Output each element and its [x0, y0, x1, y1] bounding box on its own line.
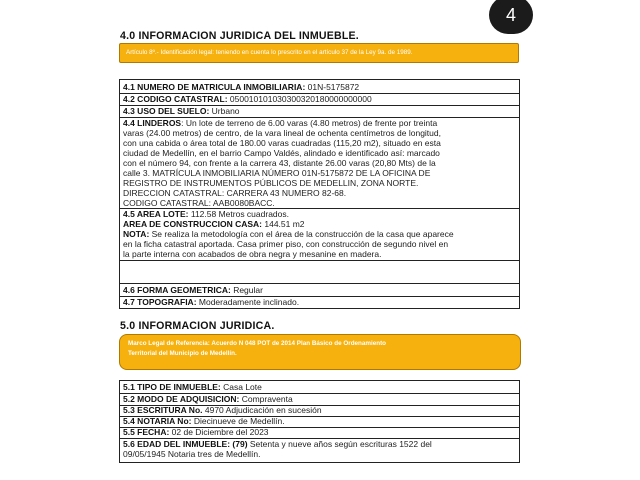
tipo-inmueble-label: 5.1 TIPO DE INMUEBLE:	[123, 382, 221, 392]
codigo-catastral-value: 050010101030300320180000000000	[227, 94, 372, 104]
section-5-title: 5.0 INFORMACION JURIDICA.	[120, 320, 275, 332]
row-divider	[120, 283, 519, 284]
nota-line: NOTA: Se realiza la metodología con el área de la construcción de la casa que aparece	[123, 229, 454, 239]
edad-line: 5.6 EDAD DEL INMUEBLE: (79) Setenta y nueve años según escrituras 1522 del	[123, 439, 432, 449]
nota-label: NOTA:	[123, 229, 150, 239]
escritura-label: 5.3 ESCRITURA No.	[123, 405, 203, 415]
fecha-value: 02 de Diciembre del 2023	[169, 427, 269, 437]
linderos-label: 4.4 LINDEROS	[123, 118, 182, 128]
legal-details-table	[119, 380, 520, 463]
forma-geometrica-value: Regular	[230, 285, 263, 295]
uso-suelo-row	[123, 106, 240, 116]
section-4-title: 4.0 INFORMACION JURIDICA DEL INMUEBLE.	[120, 30, 359, 42]
modo-adquisicion-value: Compraventa	[239, 394, 293, 404]
modo-adquisicion-row	[123, 394, 293, 404]
notaria-row	[123, 416, 285, 426]
legal-info-table	[119, 79, 520, 309]
row-divider	[120, 260, 519, 261]
tipo-inmueble-row	[123, 382, 262, 392]
fecha-row	[123, 427, 269, 437]
linderos-line: 4.4 LINDEROS: Un lote de terreno de 6.00 varas (4.80 metros) de frente por treinta	[123, 118, 438, 128]
uso-suelo-value: Urbano	[209, 106, 240, 116]
notaria-label: 5.4 NOTARIA No:	[123, 416, 192, 426]
escritura-row	[123, 405, 322, 415]
codigo-catastral-row	[123, 94, 372, 104]
escritura-value: 4970 Adjudicación en sucesión	[202, 405, 322, 415]
page-number-badge: 4	[489, 0, 533, 34]
matricula-label: 4.1 NUMERO DE MATRICULA INMOBILIARIA:	[123, 82, 306, 92]
area-lote-label: 4.5 AREA LOTE:	[123, 209, 189, 219]
area-lote-value: 112.58 Metros cuadrados.	[188, 209, 289, 219]
linderos-line: ciudad de Medellín, en el barrio Campo Valdés, alindado e identificado así: marcado	[123, 148, 440, 158]
forma-geometrica-row	[123, 285, 263, 295]
linderos-line: varas (24.00 metros) de centro, de la vara lineal de ochenta centímetros de longitud,	[123, 128, 441, 138]
edad-label: 5.6 EDAD DEL INMUEBLE: (79)	[123, 439, 248, 449]
topografia-label: 4.7 TOPOGRAFIA:	[123, 297, 197, 307]
callout-line: Marco Legal de Referencia: Acuerdo N 048 POT de 2014 Plan Básico de Ordenamiento	[128, 340, 387, 347]
linderos-line: DIRECCION CATASTRAL: CARRERA 43 NUMERO 82-68.	[123, 188, 347, 198]
nota-line: en la ficha catastral aportada. Casa primer piso, con construcción de segundo nivel en	[123, 239, 449, 249]
callout-line: Territorial del Municipio de Medellín.	[128, 350, 237, 357]
legal-reference-callout: Artículo 8º.- Identificación legal: teniendo en cuenta lo prescrito en el artículo 37 de la Ley 9a. de 1989.	[119, 43, 519, 63]
tipo-inmueble-value: Casa Lote	[220, 382, 262, 392]
linderos-line: REGISTRO DE INSTRUMENTOS PÚBLICOS DE MEDELLIN, ZONA NORTE.	[123, 178, 419, 188]
area-lote-row	[123, 209, 289, 219]
codigo-catastral-label: 4.2 CODIGO CATASTRAL:	[123, 94, 228, 104]
topografia-row	[123, 297, 299, 307]
topografia-value: Moderadamente inclinado.	[196, 297, 300, 307]
linderos-line: con una cabida o área total de 180.00 varas cuadradas (115,20 m2), situado en esta	[123, 138, 441, 148]
linderos-line: CODIGO CATASTRAL: AAB0080BACC.	[123, 198, 275, 208]
modo-adquisicion-label: 5.2 MODO DE ADQUISICION:	[123, 394, 240, 404]
area-construccion-value: 144.51 m2	[262, 219, 305, 229]
legal-framework-callout	[119, 334, 521, 370]
matricula-value: 01N-5175872	[305, 82, 360, 92]
notaria-value: Diecinueve de Medellín.	[191, 416, 285, 426]
area-construccion-label: AREA DE CONSTRUCCION CASA:	[123, 219, 262, 229]
edad-line: 09/05/1945 Notaria tres de Medellín.	[123, 449, 261, 459]
linderos-line: con el número 94, con frente a la carrera 43, distante 26.00 varas (20,80 Mts) de la	[123, 158, 436, 168]
uso-suelo-label: 4.3 USO DEL SUELO:	[123, 106, 210, 116]
area-construccion-row	[123, 219, 305, 229]
matricula-row	[123, 82, 359, 92]
nota-line: la parte interna con acabados de obra negra y mesanine en madera.	[123, 249, 382, 259]
fecha-label: 5.5 FECHA:	[123, 427, 170, 437]
forma-geometrica-label: 4.6 FORMA GEOMETRICA:	[123, 285, 231, 295]
linderos-line: calle 3. MATRÍCULA INMOBILIARIA NÚMERO 01N-5175872 DE LA OFICINA DE	[123, 168, 431, 178]
